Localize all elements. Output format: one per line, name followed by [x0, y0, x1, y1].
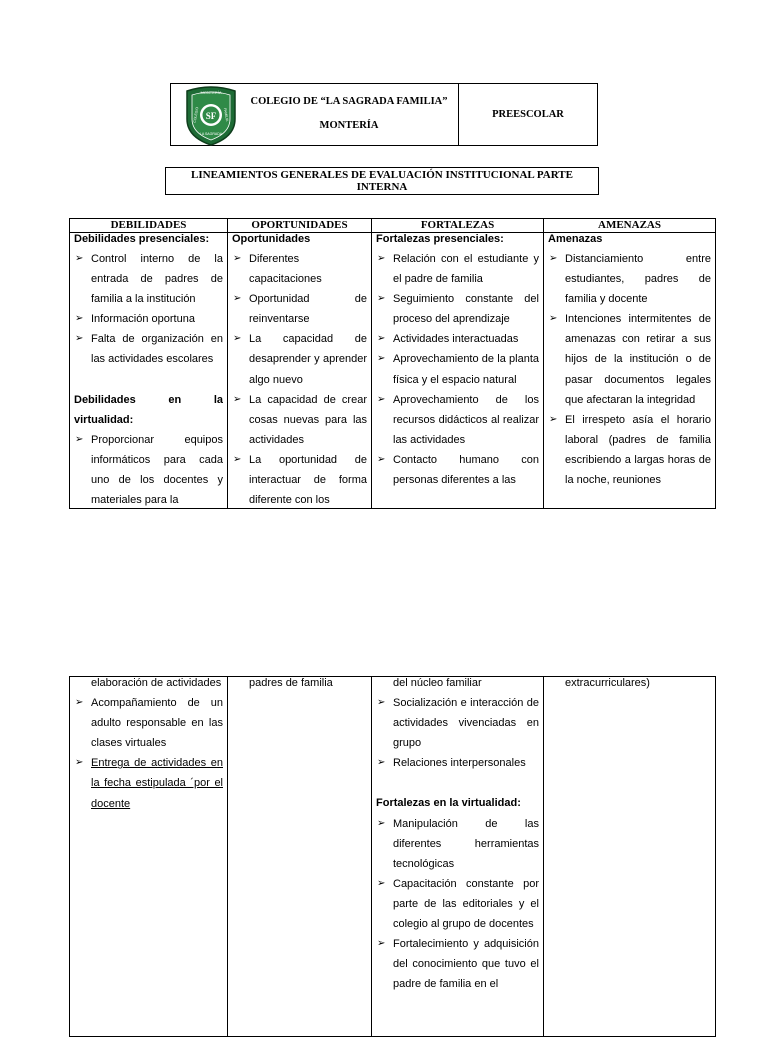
debilidades-continued-text: elaboración de actividades [91, 677, 222, 689]
list-item [376, 289, 539, 329]
arrow-bullet-icon: ➢ [377, 253, 386, 264]
school-city: MONTERÍA [319, 120, 379, 131]
debilidades-cell-continued [70, 677, 228, 1037]
debilidades-virtualidad-list [74, 430, 223, 507]
arrow-bullet-icon: ➢ [75, 757, 84, 769]
arrow-bullet-icon: ➢ [377, 697, 386, 709]
logo-familia-text: FAMILIA [222, 107, 230, 122]
list-item [376, 874, 539, 934]
list-item [376, 329, 539, 349]
list-item [376, 693, 539, 753]
arrow-bullet-icon: ➢ [75, 313, 84, 325]
logo-sagrada-text: LA SAGRADA [199, 132, 223, 136]
arrow-bullet-icon: ➢ [377, 757, 386, 769]
list-item-text: Acompañamiento de un adulto responsable en las clases virtuales [91, 697, 223, 750]
arrow-bullet-icon: ➢ [549, 313, 558, 325]
arrow-bullet-icon: ➢ [233, 293, 242, 305]
arrow-bullet-icon: ➢ [377, 293, 386, 305]
list-item-text: Socialización e interacción de actividades vivenciadas en grupo [393, 697, 539, 750]
logo-city-text: MONTERÍA [200, 90, 222, 95]
list-item-text: La capacidad de crear cosas nuevas para las actividades [249, 393, 367, 446]
logo-colegio-text: COLEGIO [192, 106, 200, 124]
school-header-left [171, 84, 459, 145]
fortalezas-virtualidad-heading: Fortalezas en la virtualidad: [376, 797, 521, 810]
list-item-text: Control interno de la entrada de padres de familia a la institución [91, 253, 223, 306]
list-item-text: Entrega de actividades en la fecha estipulada ´por el docente [91, 757, 223, 810]
arrow-bullet-icon: ➢ [549, 253, 558, 264]
oportunidades-list [232, 249, 367, 507]
arrow-bullet-icon: ➢ [233, 393, 242, 405]
debilidades-cell [70, 233, 228, 509]
arrow-bullet-icon: ➢ [233, 453, 242, 465]
arrow-bullet-icon: ➢ [75, 333, 84, 345]
fortalezas-cell [372, 233, 544, 509]
school-shield-logo [183, 85, 239, 146]
debilidades-presenciales-heading: Debilidades presenciales: [74, 233, 210, 245]
col-header-oportunidades: OPORTUNIDADES [228, 219, 372, 233]
list-item-text: Proporcionar equipos informáticos para cada uno de los docentes y materiales para la [91, 433, 223, 507]
list-item [376, 249, 539, 289]
list-item [376, 934, 539, 994]
list-item-text: Diferentes capacitaciones [249, 253, 322, 286]
list-item [74, 693, 223, 753]
debilidades-virtualidad-heading: Debilidades en la virtualidad: [74, 393, 223, 426]
fortalezas-presenciales-heading: Fortalezas presenciales: [376, 233, 504, 245]
arrow-bullet-icon: ➢ [75, 253, 84, 264]
col-header-amenazas: AMENAZAS [544, 219, 716, 233]
list-item-text: Manipulación de las diferentes herramientas tecnológicas [393, 817, 539, 870]
list-item-text: Actividades interactuadas [393, 333, 519, 346]
school-level: PREESCOLAR [492, 109, 564, 120]
arrow-bullet-icon: ➢ [377, 333, 386, 345]
list-item [548, 249, 711, 309]
swot-body-row [70, 233, 716, 509]
list-item [548, 309, 711, 409]
fortalezas-virtualidad-list [376, 814, 539, 995]
list-item-text: Capacitación constante por parte de las editoriales y el colegio al grupo de docentes [393, 877, 539, 931]
arrow-bullet-icon: ➢ [75, 697, 84, 709]
arrow-bullet-icon: ➢ [377, 453, 386, 465]
debilidades-presenciales-list [74, 249, 223, 370]
arrow-bullet-icon: ➢ [233, 253, 242, 264]
oportunidades-heading: Oportunidades [232, 233, 311, 245]
amenazas-cell [544, 233, 716, 509]
list-item [376, 753, 539, 773]
col-header-debilidades: DEBILIDADES [70, 219, 228, 233]
logo-initials: SF [205, 111, 217, 121]
swot-table-page-1 [69, 218, 716, 509]
list-item-text: Relaciones interpersonales [393, 757, 526, 770]
amenazas-heading: Amenazas [548, 233, 603, 245]
list-item-text: La oportunidad de interactuar de forma diferente con los [249, 453, 367, 507]
oportunidades-cell [228, 233, 372, 509]
list-item [376, 450, 539, 490]
list-item-text: Falta de organización en las actividades escolares [91, 333, 223, 366]
fortalezas-cell-continued [372, 677, 544, 1037]
arrow-bullet-icon: ➢ [377, 877, 386, 889]
list-item-text: Aprovechamiento de los recursos didácticos al realizar las actividades [393, 393, 539, 446]
arrow-bullet-icon: ➢ [377, 817, 386, 829]
amenazas-list [548, 249, 711, 490]
school-header [170, 83, 598, 146]
arrow-bullet-icon: ➢ [75, 433, 84, 445]
list-item [376, 349, 539, 389]
amenazas-cell-continued [544, 677, 716, 1037]
list-item-text: Distanciamiento entre estudiantes, padres de familia y docente [565, 253, 711, 306]
list-item-text: Información oportuna [91, 313, 195, 326]
col-header-fortalezas: FORTALEZAS [372, 219, 544, 233]
list-item-text: Relación con el estudiante y el padre de familia [393, 253, 539, 286]
document-title: LINEAMIENTOS GENERALES DE EVALUACIÓN INSTITUCIONAL PARTE INTERNA [165, 167, 599, 195]
list-item-text: Intenciones intermitentes de amenazas con retirar a sus hijos de la institución o de pasar documentos legales que afectaran la integridad [565, 313, 711, 406]
list-item [232, 450, 367, 507]
list-item [74, 753, 223, 813]
debilidades-virtualidad-list-continued [74, 693, 223, 814]
amenazas-continued-text: extracurriculares) [565, 677, 650, 689]
swot-body-row-continued [70, 677, 716, 1037]
fortalezas-presenciales-list-continued [376, 693, 539, 773]
list-item-text: El irrespeto asía el horario laboral (padres de familia escribiendo a largas horas de la noche, reuniones [565, 413, 711, 487]
oportunidades-continued-text: padres de familia [249, 677, 333, 689]
fortalezas-continued-text: del núcleo familiar [393, 677, 482, 689]
list-item-text: La capacidad de desaprender y aprender algo nuevo [249, 333, 367, 386]
list-item [232, 390, 367, 450]
list-item-text: Contacto humano con personas diferentes a las [393, 453, 539, 487]
list-item-text: Aprovechamiento de la planta física y el espacio natural [393, 353, 539, 386]
list-item [376, 814, 539, 874]
list-item [232, 289, 367, 329]
list-item [74, 430, 223, 507]
list-item [548, 410, 711, 490]
arrow-bullet-icon: ➢ [549, 413, 558, 425]
arrow-bullet-icon: ➢ [233, 333, 242, 345]
list-item [74, 329, 223, 369]
arrow-bullet-icon: ➢ [377, 393, 386, 405]
list-item [376, 390, 539, 450]
list-item-text: Fortalecimiento y adquisición del conocimiento que tuvo el padre de familia en el [393, 938, 539, 991]
list-item-text: Oportunidad de reinventarse [249, 293, 367, 326]
fortalezas-presenciales-list [376, 249, 539, 490]
arrow-bullet-icon: ➢ [377, 353, 386, 365]
arrow-bullet-icon: ➢ [377, 938, 386, 950]
swot-table-page-2 [69, 676, 716, 1037]
list-item [74, 249, 223, 309]
list-item [232, 249, 367, 289]
list-item [232, 329, 367, 389]
oportunidades-cell-continued [228, 677, 372, 1037]
school-name: COLEGIO DE “LA SAGRADA FAMILIA” [250, 96, 448, 107]
swot-header-row [70, 219, 716, 233]
list-item [74, 309, 223, 329]
list-item-text: Seguimiento constante del proceso del aprendizaje [393, 293, 539, 326]
